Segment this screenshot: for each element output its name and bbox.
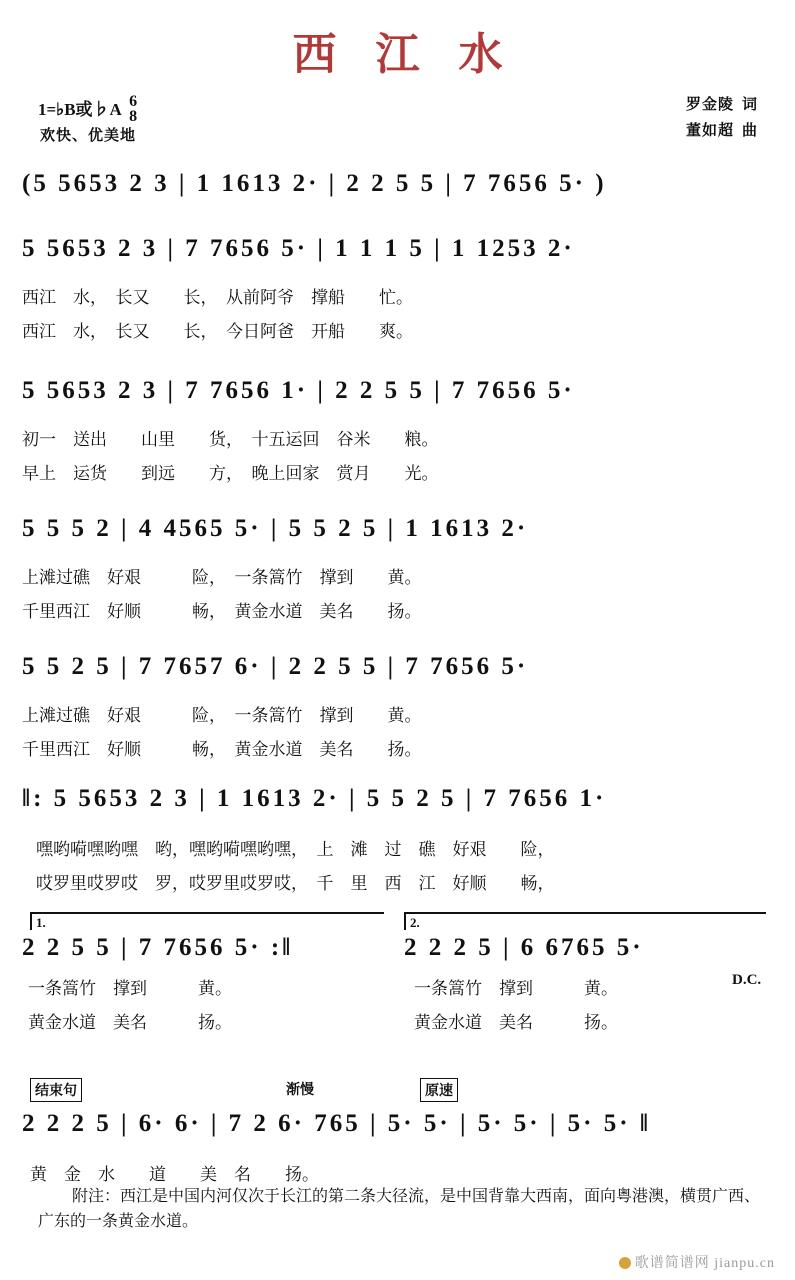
music-system-verse-2 xyxy=(22,377,774,487)
music-system-verse-1 xyxy=(22,235,774,345)
note-row: 2 2 2 5 | 6· 6· | 7 2 6· 765 | 5· 5· | 5· 5· | 5· 5· ‖ xyxy=(22,1110,651,1137)
music-system-coda xyxy=(22,1078,774,1188)
volta-bracket-2 xyxy=(404,912,766,930)
tempo-marking: 欢快、优美地 xyxy=(40,128,137,144)
lyrics-line-1: 上滩过礁 好艰 险， 一条篙竹 撑到 黄。 xyxy=(22,706,422,725)
page-title: 西 江 水 xyxy=(292,30,517,79)
lyrics-line-2: 哎罗里哎罗哎 罗，哎罗里哎罗哎， 千 里 西 江 好顺 畅， xyxy=(36,874,555,893)
lyrics-line-1: 初一 送出 山里 货， 十五运回 谷米 粮。 xyxy=(22,430,439,449)
lyrics-line-2: 千里西江 好顺 畅， 黄金水道 美名 扬。 xyxy=(22,740,422,759)
note-row: 5 5 2 5 | 7 7657 6· | 2 2 5 5 | 7 7656 5· xyxy=(22,653,529,680)
note-row-volta-1: 2 2 5 5 | 7 7656 5· :‖ xyxy=(22,934,294,961)
volta-1-lyrics-line-1: 一条篙竹 撑到 黄。 xyxy=(28,979,232,998)
lyrics-line-2: 早上 运货 到远 方， 晚上回家 赏月 光。 xyxy=(22,464,439,483)
key-signature xyxy=(38,95,137,125)
footnote: 附注：西江是中国内河仅次于长江的第二条大径流，是中国背靠大西南，面向粤港澳，横贯广西、广东的一条黄金水道。 xyxy=(38,1188,761,1230)
note-row: 5 5653 2 3 | 7 7656 5· | 1 1 1 5 | 1 1253 2· xyxy=(22,235,575,262)
dc-marking: D.C. xyxy=(732,972,762,988)
volta-1-lyrics-line-2: 黄金水道 美名 扬。 xyxy=(28,1013,232,1032)
note-row-volta-2: 2 2 2 5 | 6 6765 5· xyxy=(404,934,644,961)
lyricist-name: 罗金陵 xyxy=(685,97,734,113)
note-row: (5 5653 2 3 | 1 1613 2· | 2 2 5 5 | 7 7656 5· ) xyxy=(22,170,607,197)
ending-phrase-label: 结束句 xyxy=(30,1078,82,1102)
lyrics-line-1: 西江 水， 长又 长， 从前阿爷 撑船 忙。 xyxy=(22,288,413,307)
composer-role: 曲 xyxy=(741,123,757,140)
volta-2-label: 2. xyxy=(410,915,420,930)
volta-1-label: 1. xyxy=(36,915,46,930)
volta-bracket-1 xyxy=(30,912,384,930)
time-signature xyxy=(129,95,137,124)
volta-2-lyrics-line-1: 一条篙竹 撑到 黄。 xyxy=(414,979,618,998)
music-system-volta xyxy=(22,912,774,1036)
lyrics-line-2: 千里西江 好顺 畅， 黄金水道 美名 扬。 xyxy=(22,602,422,621)
note-row: 5 5653 2 3 | 7 7656 1· | 2 2 5 5 | 7 7656 5· xyxy=(22,377,575,404)
music-system-chorus xyxy=(22,785,774,897)
a-tempo-label: 原速 xyxy=(420,1078,458,1102)
watermark-text: 歌谱简谱网 jianpu.cn xyxy=(634,1256,775,1271)
ritardando-label: 渐慢 xyxy=(286,1083,314,1098)
key-signature-text: 1=♭B或♭A xyxy=(38,100,121,119)
lyrics-line-1: 上滩过礁 好艰 险， 一条篙竹 撑到 黄。 xyxy=(22,568,422,587)
music-system-intro xyxy=(22,170,774,210)
note-row: 5 5 5 2 | 4 4565 5· | 5 5 2 5 | 1 1613 2· xyxy=(22,515,529,542)
meter-numerator: 6 xyxy=(129,93,138,111)
music-system-verse-4 xyxy=(22,653,774,763)
composer-name: 董如超 xyxy=(685,123,734,140)
credits xyxy=(686,92,757,145)
composer-line xyxy=(686,118,757,144)
note-row: ‖: 5 5653 2 3 | 1 1613 2· | 5 5 2 5 | 7 7656 1· xyxy=(22,785,607,812)
lyrics-line-2: 西江 水， 长又 长， 今日阿爸 开船 爽。 xyxy=(22,322,413,341)
lyrics-line-1: 嘿哟嗬嘿哟嘿 哟，嘿哟嗬嘿哟嘿， 上 滩 过 礁 好艰 险， xyxy=(36,840,555,859)
volta-2-lyrics-line-2: 黄金水道 美名 扬。 xyxy=(414,1013,618,1032)
meter-denominator: 8 xyxy=(129,108,138,125)
site-watermark xyxy=(619,1252,775,1272)
watermark-logo-icon xyxy=(619,1257,631,1269)
coda-lyrics: 黄 金 水 道 美 名 扬。 xyxy=(30,1165,319,1184)
lyricist-line xyxy=(686,92,757,118)
music-system-verse-3 xyxy=(22,515,774,625)
lyricist-role: 词 xyxy=(741,97,757,113)
